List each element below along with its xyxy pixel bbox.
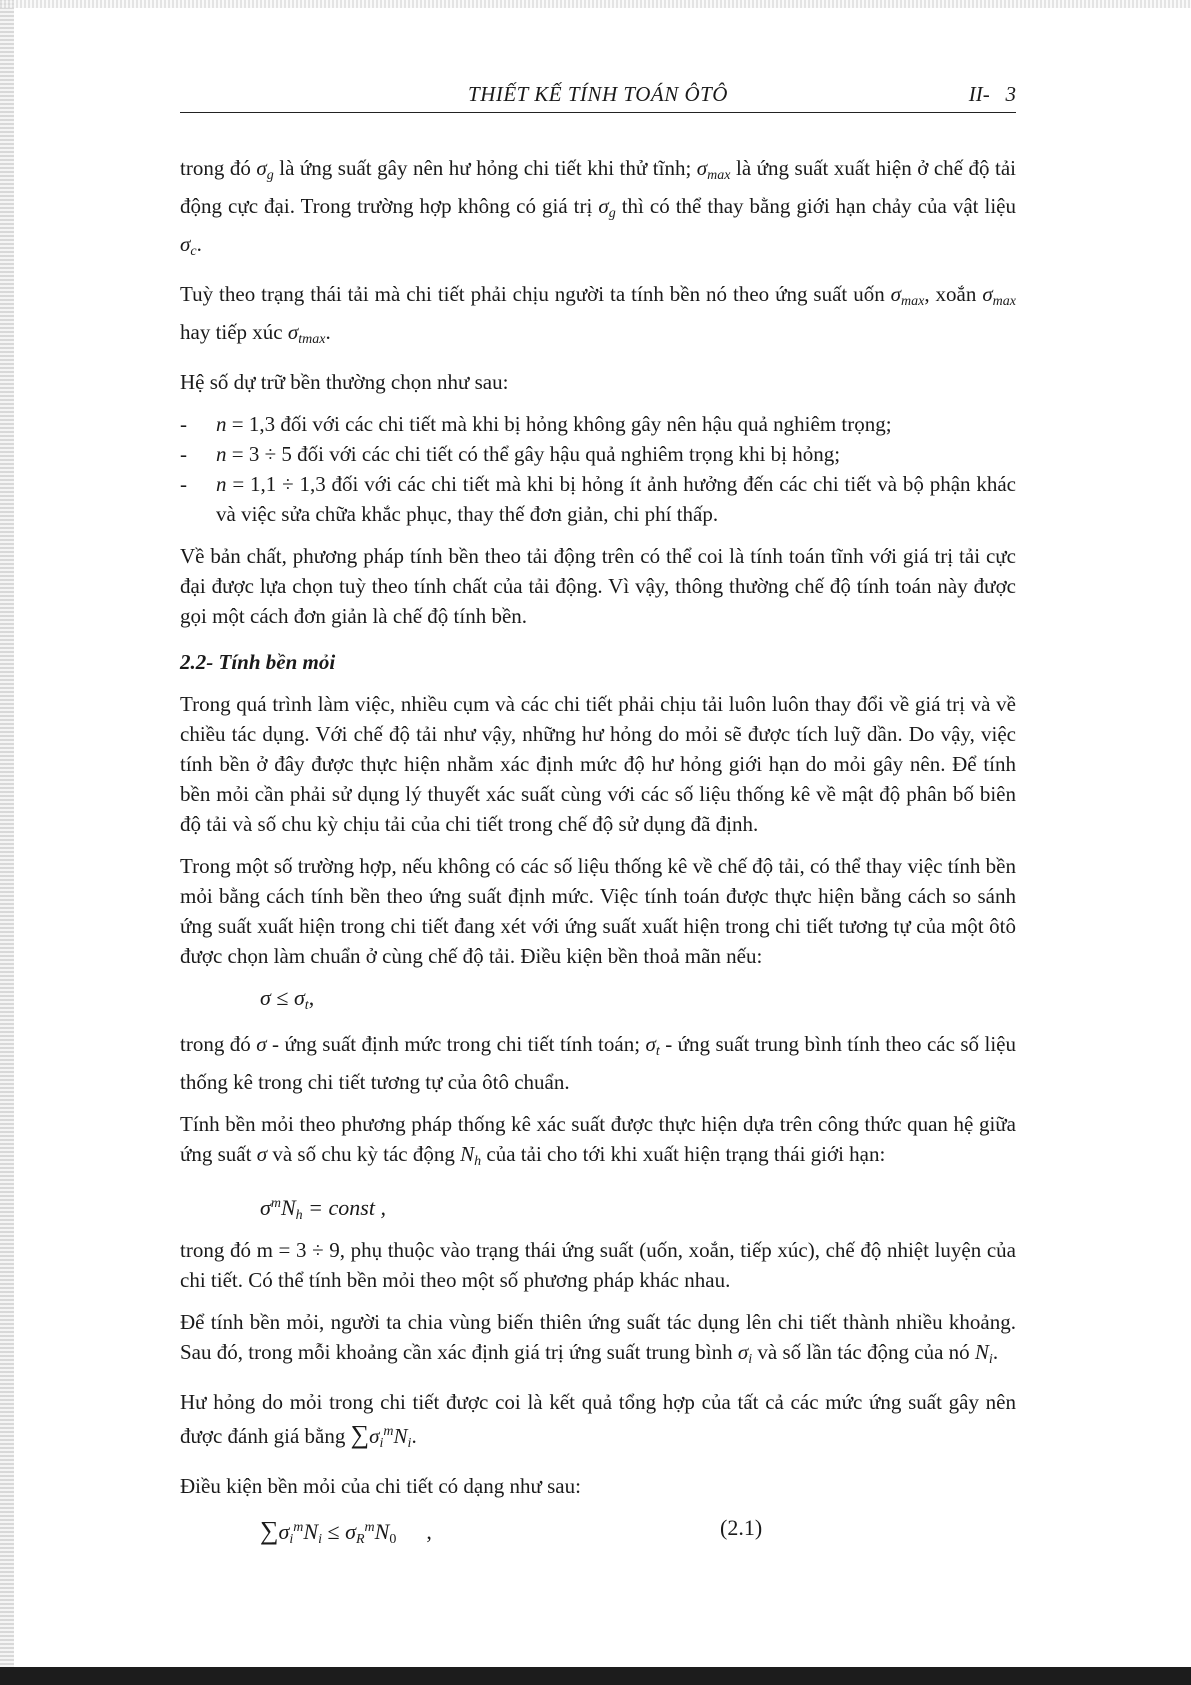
paragraph: Về bản chất, phương pháp tính bền theo tải động trên có thể coi là tính toán tĩnh với giá trị tải cực đại được lựa chọn tuỳ theo tính chất của tải động. Vì vậy, thông thường chế độ tính toán này được gọi một cách đơn giản là chế độ tính bền. [180, 544, 1016, 628]
paragraph: Trong quá trình làm việc, nhiều cụm và các chi tiết phải chịu tải luôn luôn thay đổi về giá trị và về chiều tác dụng. Với chế độ tải như vậy, những hư hỏng do mỏi sẽ được tích luỹ dần. Do vậy, việc tính bền ở đây được thực hiện nhằm xác định mức độ hư hỏng giới hạn do mỏi gây nên. Để tính bền mỏi cần phải sử dụng lý thuyết xác suất cùng với các số liệu thống kê về mật độ phân bố biên độ tải và số chu kỳ chịu tải của chi tiết trong chế độ sử dụng đã định. [180, 692, 1016, 836]
equation-number: (2.1) [720, 1515, 763, 1540]
paragraph: trong đó σ - ứng suất định mức trong chi tiết tính toán; $\sigma_t$ - ứng suất trung bình tính theo các số liệu thống kê trong chi tiết tương tự của ôtô chuẩn. [180, 1032, 1016, 1094]
paragraph: Hệ số dự trữ bền thường chọn như sau: [180, 370, 509, 394]
paragraph: Để tính bền mỏi, người ta chia vùng biến thiên ứng suất tác dụng lên chi tiết thành nhiều khoảng. Sau đó, trong mỗi khoảng cần xác định giá trị ứng suất trung bình $\sigma_i$ và số lần tác động của nó $N_i$. [180, 1310, 1016, 1367]
formula-fatigue-curve: $\sigma^mN_h$ = const , [260, 1195, 386, 1223]
list-item: - n = 3 ÷ 5 đối với các chi tiết có thể gây hậu quả nghiêm trọng khi bị hỏng; [180, 442, 841, 466]
paragraph: Hư hỏng do mỏi trong chi tiết được coi là kết quả tổng hợp của tất cả các mức ứng suất gây nên được đánh giá bằng $\sum\sigma_i^mN_i$. [180, 1390, 1016, 1451]
scan-edge-left [0, 0, 14, 1685]
paragraph: Tuỳ theo trạng thái tải mà chi tiết phải chịu người ta tính bền nó theo ứng suất uốn $\sigma_{max}$, xoắn $\sigma_{max}$ hay tiếp xúc $\sigma_{tmax}$. [180, 282, 1016, 347]
paragraph: Điều kiện bền mỏi của chi tiết có dạng như sau: [180, 1474, 581, 1498]
page-number: II- 3 [968, 82, 1016, 106]
bullet-list [180, 409, 1016, 529]
paragraph: Trong một số trường hợp, nếu không có các số liệu thống kê về chế độ tải, có thể thay việc tính bền mỏi bằng cách tính bền theo ứng suất định mức. Việc tính toán được thực hiện bằng cách so sánh ứng suất xuất hiện trong chi tiết đang xét với ứng suất xuất hiện trong chi tiết tương tự của một ôtô được chọn làm chuẩn ở cùng chế độ tải. Điều kiện bền thoả mãn nếu: [180, 854, 1016, 968]
list-item: - n = 1,3 đối với các chi tiết mà khi bị hỏng không gây nên hậu quả nghiêm trọng; [180, 412, 892, 436]
paragraph: trong đó $\sigma_g$ là ứng suất gây nên hư hỏng chi tiết khi thử tĩnh; $\sigma_{max}$ là ứng suất xuất hiện ở chế độ tải động cực đại. Trong trường hợp không có giá trị $\sigma_g$ thì có thể thay bằng giới hạn chảy của vật liệu $\sigma_c$. [180, 156, 1017, 259]
section-heading: 2.2- Tính bền mỏi [180, 650, 336, 674]
list-item: - n = 1,1 ÷ 1,3 đối với các chi tiết mà khi bị hỏng ít ảnh hưởng đến các chi tiết và bộ phận khác và việc sửa chữa khắc phục, thay thế đơn giản, chi phí thấp. [180, 472, 1016, 526]
formula-stress-condition: $\sigma \le \sigma_t$, [260, 985, 315, 1013]
scan-edge-bottom [0, 1667, 1191, 1685]
formula-fatigue-condition: $\sum\sigma_i^mN_i \le \sigma_R^mN_0$ , (2.1) [260, 1515, 763, 1547]
paragraph: trong đó m = 3 ÷ 9, phụ thuộc vào trạng thái ứng suất (uốn, xoắn, tiếp xúc), chế độ nhiệt luyện của chi tiết. Có thể tính bền mỏi theo một số phương pháp khác nhau. [180, 1238, 1016, 1292]
scan-edge-top [0, 0, 1191, 8]
document-page [180, 72, 1016, 1559]
header-title: THIẾT KẾ TÍNH TOÁN ÔTÔ [468, 82, 728, 106]
paragraph: Tính bền mỏi theo phương pháp thống kê xác suất được thực hiện dựa trên công thức quan hệ giữa ứng suất σ và số chu kỳ tác động $N_h$ của tải cho tới khi xuất hiện trạng thái giới hạn: [180, 1112, 1016, 1169]
running-header [180, 72, 1016, 113]
document-body [180, 113, 1016, 1545]
